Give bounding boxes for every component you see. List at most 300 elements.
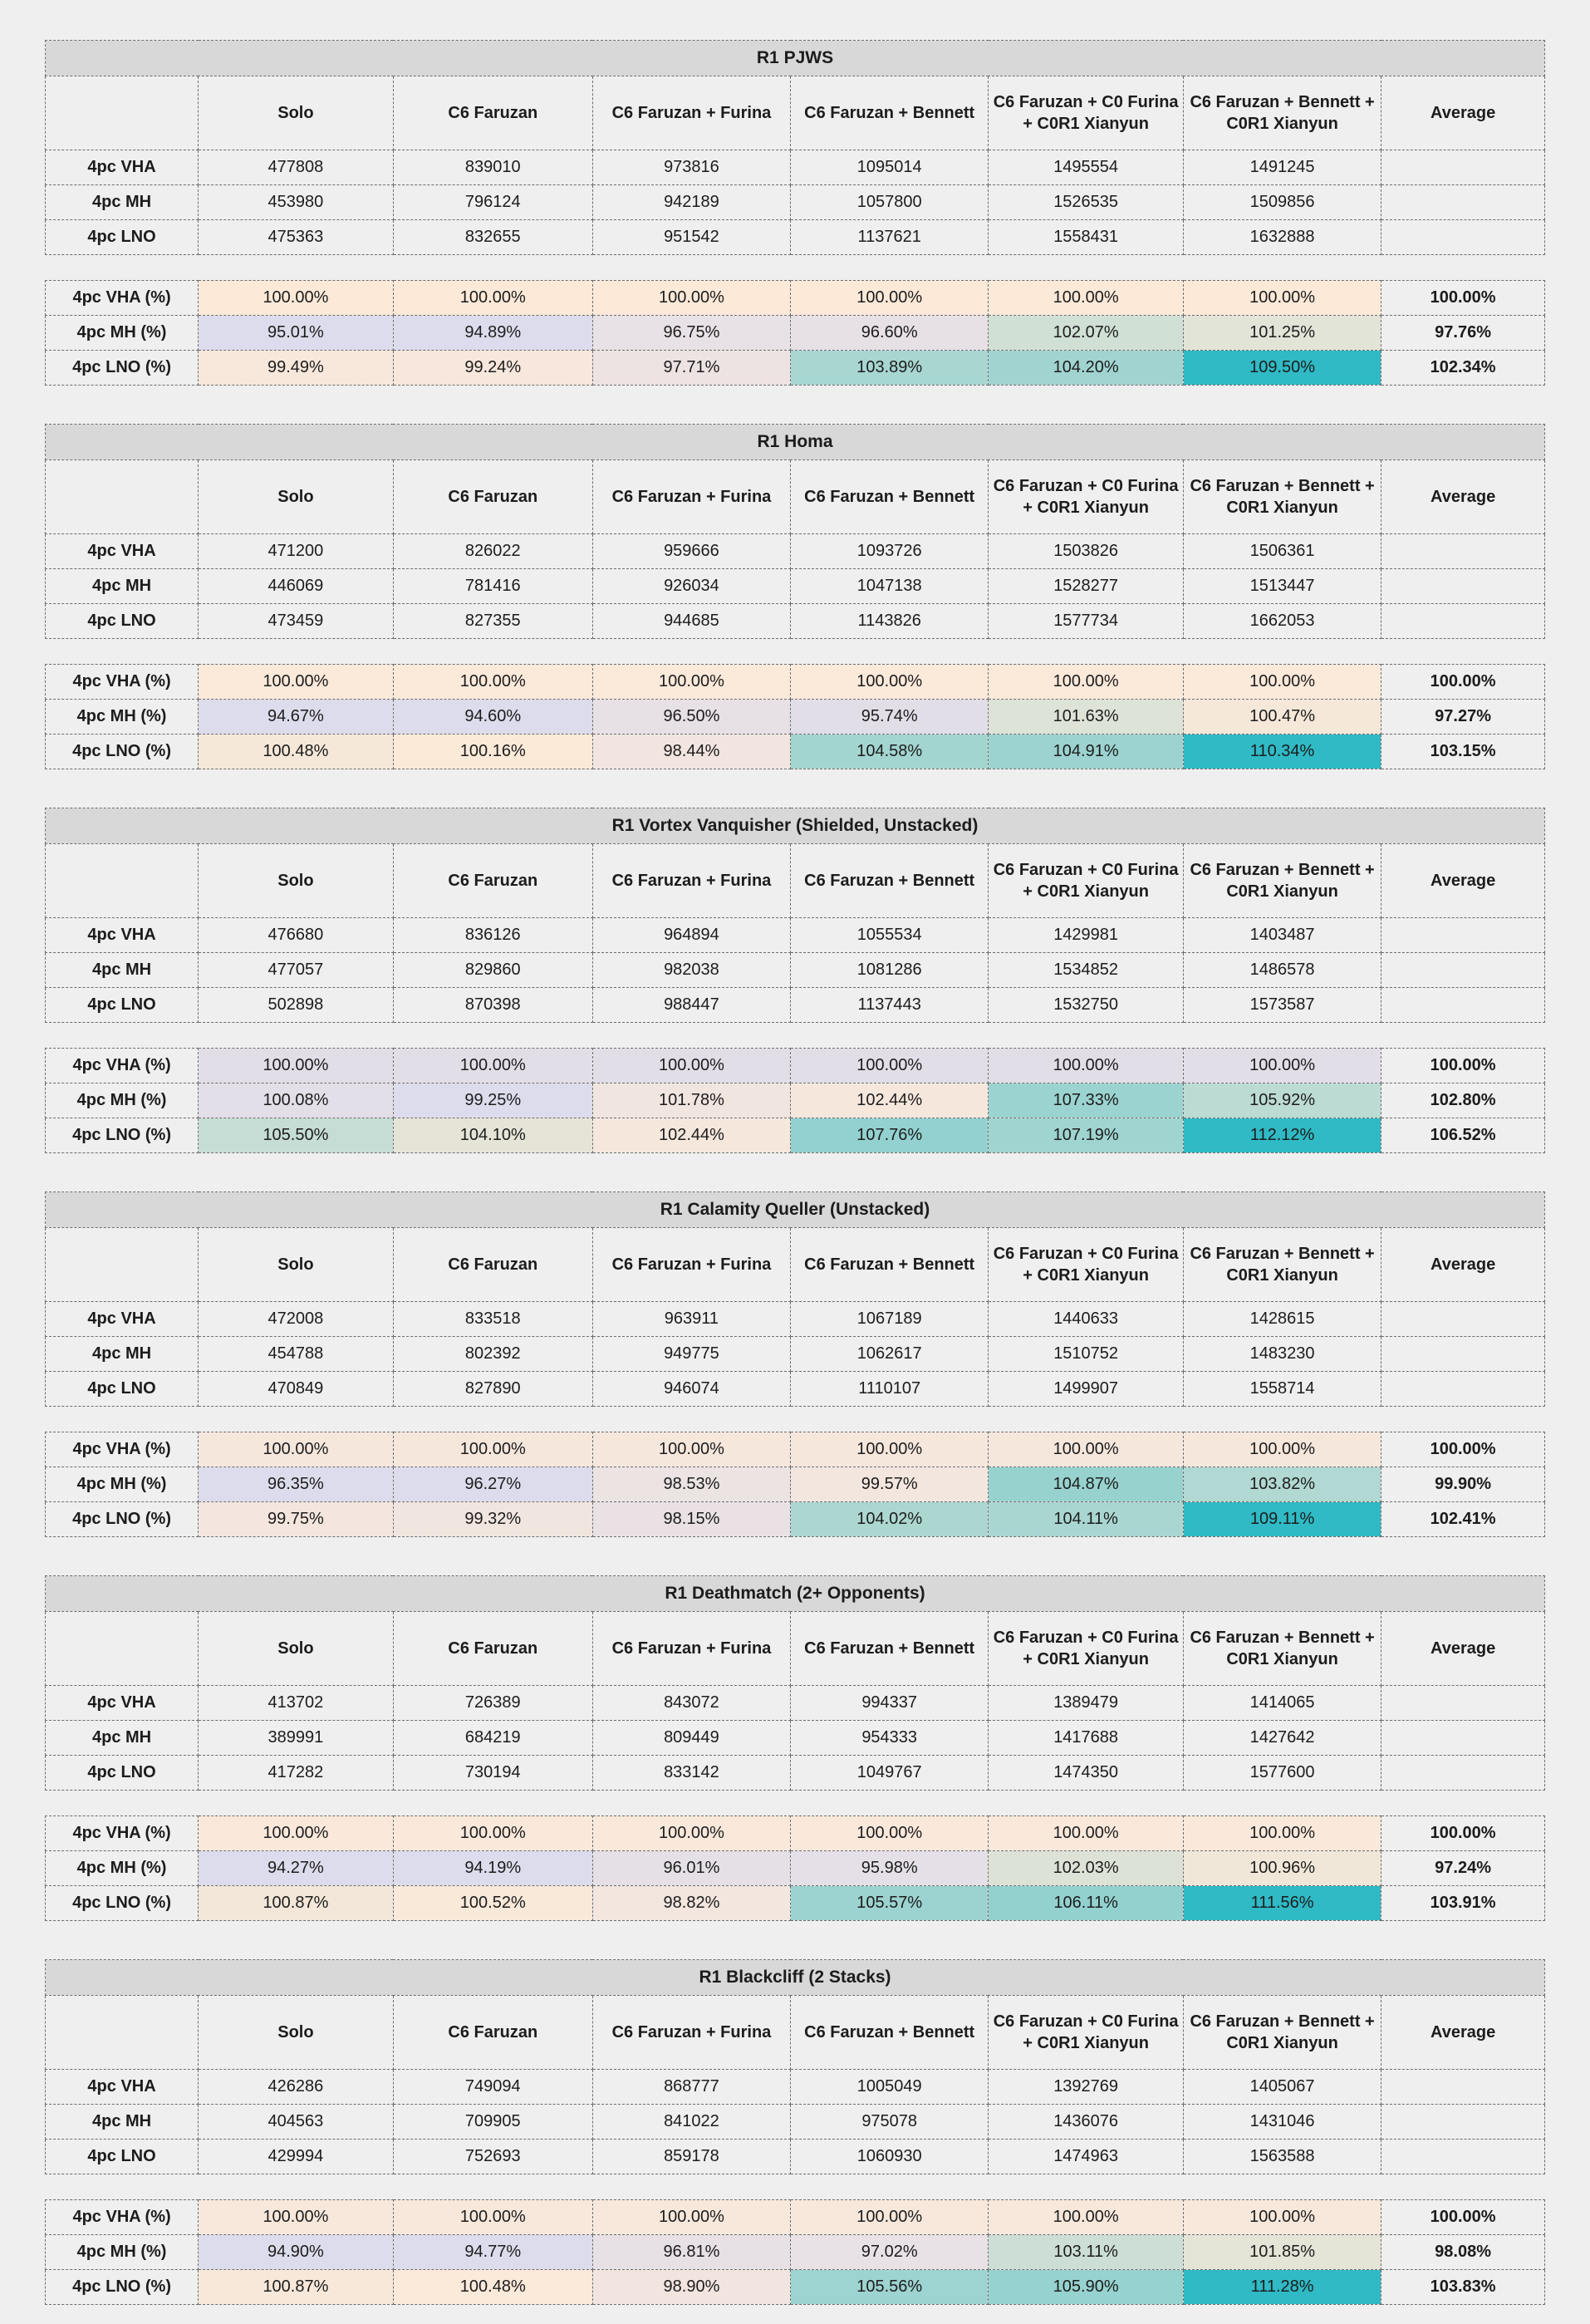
raw-value-cell[interactable]: 926034 [592,569,790,604]
raw-value-cell[interactable]: 1429981 [989,918,1184,953]
pct-value-cell[interactable]: 100.87% [199,2270,394,2305]
pct-value-cell[interactable]: 100.00% [199,281,394,316]
pct-value-cell[interactable]: 96.27% [393,1467,592,1502]
row-label[interactable]: 4pc LNO [46,1756,199,1791]
pct-value-cell[interactable]: 100.00% [791,665,989,700]
average-cell-empty[interactable] [1381,918,1545,953]
raw-value-cell[interactable]: 975078 [791,2105,989,2140]
column-header[interactable]: C6 Faruzan + C0 Furina + C0R1 Xianyun [989,1996,1184,2070]
pct-value-cell[interactable]: 100.00% [199,2200,394,2235]
pct-average-cell[interactable]: 100.00% [1381,281,1545,316]
raw-value-cell[interactable]: 1081286 [791,953,989,988]
raw-value-cell[interactable]: 1392769 [989,2070,1184,2105]
column-header[interactable]: C6 Faruzan + Bennett [791,1228,989,1302]
row-label[interactable]: 4pc VHA [46,1302,199,1337]
raw-value-cell[interactable]: 802392 [393,1337,592,1372]
column-header[interactable]: C6 Faruzan [393,1228,592,1302]
pct-average-cell[interactable]: 99.90% [1381,1467,1545,1502]
pct-average-cell[interactable]: 97.24% [1381,1851,1545,1886]
pct-average-cell[interactable]: 100.00% [1381,665,1545,700]
raw-value-cell[interactable]: 752693 [393,2140,592,2174]
raw-value-cell[interactable]: 829860 [393,953,592,988]
raw-value-cell[interactable]: 781416 [393,569,592,604]
raw-value-cell[interactable]: 417282 [199,1756,394,1791]
corner-cell[interactable] [46,1228,199,1302]
pct-value-cell[interactable]: 100.00% [1183,1816,1381,1851]
pct-value-cell[interactable]: 106.11% [989,1886,1184,1921]
pct-value-cell[interactable]: 103.82% [1183,1467,1381,1502]
raw-value-cell[interactable]: 1417688 [989,1721,1184,1756]
pct-value-cell[interactable]: 100.00% [393,1049,592,1083]
column-header[interactable]: C6 Faruzan + Bennett + C0R1 Xianyun [1183,1612,1381,1686]
column-header[interactable]: C6 Faruzan + Furina [592,1996,790,2070]
raw-value-cell[interactable]: 502898 [199,988,394,1023]
pct-value-cell[interactable]: 98.53% [592,1467,790,1502]
row-label[interactable]: 4pc LNO [46,2140,199,2174]
raw-value-cell[interactable]: 809449 [592,1721,790,1756]
raw-value-cell[interactable]: 389991 [199,1721,394,1756]
average-cell-empty[interactable] [1381,220,1545,255]
corner-cell[interactable] [46,1996,199,2070]
raw-value-cell[interactable]: 1483230 [1183,1337,1381,1372]
pct-value-cell[interactable]: 97.02% [791,2235,989,2270]
row-label[interactable]: 4pc MH [46,2105,199,2140]
pct-value-cell[interactable]: 100.08% [199,1083,394,1118]
column-header[interactable]: C6 Faruzan + Furina [592,460,790,534]
pct-value-cell[interactable]: 104.58% [791,735,989,769]
pct-value-cell[interactable]: 110.34% [1183,735,1381,769]
pct-row-label[interactable]: 4pc LNO (%) [46,351,199,386]
average-cell-empty[interactable] [1381,953,1545,988]
average-cell-empty[interactable] [1381,569,1545,604]
pct-value-cell[interactable]: 100.00% [592,1432,790,1467]
pct-value-cell[interactable]: 101.85% [1183,2235,1381,2270]
pct-value-cell[interactable]: 99.49% [199,351,394,386]
pct-value-cell[interactable]: 100.00% [199,665,394,700]
pct-value-cell[interactable]: 105.57% [791,1886,989,1921]
raw-value-cell[interactable]: 1474963 [989,2140,1184,2174]
raw-value-cell[interactable]: 1137443 [791,988,989,1023]
pct-row-label[interactable]: 4pc VHA (%) [46,1049,199,1083]
pct-value-cell[interactable]: 100.96% [1183,1851,1381,1886]
raw-value-cell[interactable]: 454788 [199,1337,394,1372]
column-header[interactable]: Average [1381,1996,1545,2070]
raw-value-cell[interactable]: 954333 [791,1721,989,1756]
column-header[interactable]: Solo [199,1228,394,1302]
pct-value-cell[interactable]: 100.00% [199,1432,394,1467]
row-label[interactable]: 4pc MH [46,185,199,220]
pct-value-cell[interactable]: 100.52% [393,1886,592,1921]
pct-value-cell[interactable]: 107.76% [791,1118,989,1153]
pct-value-cell[interactable]: 100.00% [791,1816,989,1851]
pct-value-cell[interactable]: 99.75% [199,1502,394,1537]
pct-value-cell[interactable]: 98.82% [592,1886,790,1921]
raw-value-cell[interactable]: 868777 [592,2070,790,2105]
raw-value-cell[interactable]: 1506361 [1183,534,1381,569]
raw-value-cell[interactable]: 1431046 [1183,2105,1381,2140]
column-header[interactable]: C6 Faruzan [393,76,592,150]
average-cell-empty[interactable] [1381,534,1545,569]
row-label[interactable]: 4pc MH [46,1337,199,1372]
raw-value-cell[interactable]: 1095014 [791,150,989,185]
pct-value-cell[interactable]: 94.67% [199,700,394,735]
raw-value-cell[interactable]: 684219 [393,1721,592,1756]
raw-value-cell[interactable]: 1534852 [989,953,1184,988]
pct-value-cell[interactable]: 94.89% [393,316,592,351]
pct-value-cell[interactable]: 100.00% [989,2200,1184,2235]
raw-value-cell[interactable]: 1060930 [791,2140,989,2174]
raw-value-cell[interactable]: 796124 [393,185,592,220]
raw-value-cell[interactable]: 843072 [592,1686,790,1721]
column-header[interactable]: Solo [199,844,394,918]
column-header[interactable]: C6 Faruzan + Bennett + C0R1 Xianyun [1183,1996,1381,2070]
column-header[interactable]: C6 Faruzan + Bennett + C0R1 Xianyun [1183,460,1381,534]
pct-value-cell[interactable]: 101.78% [592,1083,790,1118]
raw-value-cell[interactable]: 453980 [199,185,394,220]
raw-value-cell[interactable]: 1632888 [1183,220,1381,255]
raw-value-cell[interactable]: 1414065 [1183,1686,1381,1721]
row-label[interactable]: 4pc MH [46,1721,199,1756]
pct-value-cell[interactable]: 100.00% [1183,1432,1381,1467]
raw-value-cell[interactable]: 1047138 [791,569,989,604]
pct-row-label[interactable]: 4pc MH (%) [46,1083,199,1118]
pct-value-cell[interactable]: 100.00% [1183,665,1381,700]
pct-value-cell[interactable]: 100.00% [1183,1049,1381,1083]
raw-value-cell[interactable]: 944685 [592,604,790,639]
column-header[interactable]: C6 Faruzan + Furina [592,1228,790,1302]
pct-value-cell[interactable]: 100.00% [989,1432,1184,1467]
pct-value-cell[interactable]: 100.47% [1183,700,1381,735]
row-label[interactable]: 4pc VHA [46,534,199,569]
raw-value-cell[interactable]: 1491245 [1183,150,1381,185]
raw-value-cell[interactable]: 841022 [592,2105,790,2140]
average-cell-empty[interactable] [1381,1337,1545,1372]
column-header[interactable]: Average [1381,76,1545,150]
raw-value-cell[interactable]: 1137621 [791,220,989,255]
pct-value-cell[interactable]: 94.19% [393,1851,592,1886]
column-header[interactable]: Solo [199,1612,394,1686]
raw-value-cell[interactable]: 1440633 [989,1302,1184,1337]
column-header[interactable]: C6 Faruzan + Bennett [791,1612,989,1686]
raw-value-cell[interactable]: 429994 [199,2140,394,2174]
average-cell-empty[interactable] [1381,185,1545,220]
pct-value-cell[interactable]: 104.11% [989,1502,1184,1537]
pct-value-cell[interactable]: 98.15% [592,1502,790,1537]
column-header[interactable]: Average [1381,1228,1545,1302]
column-header[interactable]: C6 Faruzan + Furina [592,844,790,918]
raw-value-cell[interactable]: 826022 [393,534,592,569]
raw-value-cell[interactable]: 1436076 [989,2105,1184,2140]
pct-value-cell[interactable]: 104.10% [393,1118,592,1153]
pct-value-cell[interactable]: 94.27% [199,1851,394,1886]
pct-value-cell[interactable]: 100.00% [592,1049,790,1083]
row-label[interactable]: 4pc VHA [46,918,199,953]
column-header[interactable]: C6 Faruzan [393,1996,592,2070]
raw-value-cell[interactable]: 859178 [592,2140,790,2174]
raw-value-cell[interactable]: 730194 [393,1756,592,1791]
pct-value-cell[interactable]: 96.75% [592,316,790,351]
pct-value-cell[interactable]: 100.00% [1183,281,1381,316]
pct-average-cell[interactable]: 97.76% [1381,316,1545,351]
raw-value-cell[interactable]: 1057800 [791,185,989,220]
raw-value-cell[interactable]: 1495554 [989,150,1184,185]
pct-value-cell[interactable]: 100.48% [199,735,394,769]
column-header[interactable]: C6 Faruzan + C0 Furina + C0R1 Xianyun [989,844,1184,918]
raw-value-cell[interactable]: 1558431 [989,220,1184,255]
raw-value-cell[interactable]: 477057 [199,953,394,988]
raw-value-cell[interactable]: 946074 [592,1372,790,1407]
corner-cell[interactable] [46,1612,199,1686]
column-header[interactable]: C6 Faruzan + C0 Furina + C0R1 Xianyun [989,76,1184,150]
pct-value-cell[interactable]: 109.11% [1183,1502,1381,1537]
raw-value-cell[interactable]: 476680 [199,918,394,953]
pct-value-cell[interactable]: 96.35% [199,1467,394,1502]
corner-cell[interactable] [46,460,199,534]
pct-value-cell[interactable]: 100.00% [592,2200,790,2235]
pct-value-cell[interactable]: 99.24% [393,351,592,386]
raw-value-cell[interactable]: 833518 [393,1302,592,1337]
pct-value-cell[interactable]: 100.00% [989,665,1184,700]
average-cell-empty[interactable] [1381,2070,1545,2105]
raw-value-cell[interactable]: 1577600 [1183,1756,1381,1791]
column-header[interactable]: C6 Faruzan + Furina [592,1612,790,1686]
row-label[interactable]: 4pc MH [46,569,199,604]
pct-value-cell[interactable]: 97.71% [592,351,790,386]
raw-value-cell[interactable]: 973816 [592,150,790,185]
raw-value-cell[interactable]: 836126 [393,918,592,953]
pct-row-label[interactable]: 4pc VHA (%) [46,1432,199,1467]
pct-value-cell[interactable]: 98.44% [592,735,790,769]
pct-value-cell[interactable]: 100.00% [989,1049,1184,1083]
column-header[interactable]: C6 Faruzan + Furina [592,76,790,150]
column-header[interactable]: Solo [199,76,394,150]
column-header[interactable]: C6 Faruzan + Bennett + C0R1 Xianyun [1183,844,1381,918]
average-cell-empty[interactable] [1381,2140,1545,2174]
raw-value-cell[interactable]: 1143826 [791,604,989,639]
pct-value-cell[interactable]: 102.44% [592,1118,790,1153]
pct-value-cell[interactable]: 103.11% [989,2235,1184,2270]
average-cell-empty[interactable] [1381,1686,1545,1721]
raw-value-cell[interactable]: 1428615 [1183,1302,1381,1337]
raw-value-cell[interactable]: 1474350 [989,1756,1184,1791]
pct-average-cell[interactable]: 103.83% [1381,2270,1545,2305]
raw-value-cell[interactable]: 1403487 [1183,918,1381,953]
raw-value-cell[interactable]: 963911 [592,1302,790,1337]
pct-value-cell[interactable]: 102.07% [989,316,1184,351]
pct-value-cell[interactable]: 94.60% [393,700,592,735]
pct-value-cell[interactable]: 102.44% [791,1083,989,1118]
pct-row-label[interactable]: 4pc VHA (%) [46,281,199,316]
pct-value-cell[interactable]: 94.77% [393,2235,592,2270]
raw-value-cell[interactable]: 832655 [393,220,592,255]
column-header[interactable]: C6 Faruzan [393,460,592,534]
raw-value-cell[interactable]: 951542 [592,220,790,255]
average-cell-empty[interactable] [1381,1302,1545,1337]
pct-row-label[interactable]: 4pc LNO (%) [46,1118,199,1153]
pct-row-label[interactable]: 4pc VHA (%) [46,1816,199,1851]
pct-row-label[interactable]: 4pc MH (%) [46,700,199,735]
pct-value-cell[interactable]: 100.00% [393,281,592,316]
raw-value-cell[interactable]: 1093726 [791,534,989,569]
raw-value-cell[interactable]: 959666 [592,534,790,569]
raw-value-cell[interactable]: 1577734 [989,604,1184,639]
pct-value-cell[interactable]: 98.90% [592,2270,790,2305]
raw-value-cell[interactable]: 470849 [199,1372,394,1407]
pct-row-label[interactable]: 4pc LNO (%) [46,735,199,769]
column-header[interactable]: C6 Faruzan + Bennett + C0R1 Xianyun [1183,1228,1381,1302]
row-label[interactable]: 4pc LNO [46,1372,199,1407]
pct-row-label[interactable]: 4pc MH (%) [46,1851,199,1886]
raw-value-cell[interactable]: 1427642 [1183,1721,1381,1756]
column-header[interactable]: C6 Faruzan + Bennett [791,1996,989,2070]
raw-value-cell[interactable]: 1405067 [1183,2070,1381,2105]
pct-average-cell[interactable]: 103.15% [1381,735,1545,769]
pct-value-cell[interactable]: 96.50% [592,700,790,735]
pct-average-cell[interactable]: 102.41% [1381,1502,1545,1537]
average-cell-empty[interactable] [1381,1372,1545,1407]
pct-row-label[interactable]: 4pc MH (%) [46,1467,199,1502]
pct-row-label[interactable]: 4pc VHA (%) [46,665,199,700]
pct-value-cell[interactable]: 99.57% [791,1467,989,1502]
pct-value-cell[interactable]: 100.16% [393,735,592,769]
pct-value-cell[interactable]: 100.00% [393,2200,592,2235]
pct-average-cell[interactable]: 106.52% [1381,1118,1545,1153]
raw-value-cell[interactable]: 988447 [592,988,790,1023]
column-header[interactable]: C6 Faruzan + Bennett + C0R1 Xianyun [1183,76,1381,150]
pct-value-cell[interactable]: 96.01% [592,1851,790,1886]
raw-value-cell[interactable]: 471200 [199,534,394,569]
pct-row-label[interactable]: 4pc LNO (%) [46,2270,199,2305]
raw-value-cell[interactable]: 1563588 [1183,2140,1381,2174]
average-cell-empty[interactable] [1381,1756,1545,1791]
pct-row-label[interactable]: 4pc MH (%) [46,316,199,351]
raw-value-cell[interactable]: 726389 [393,1686,592,1721]
average-cell-empty[interactable] [1381,2105,1545,2140]
pct-value-cell[interactable]: 102.03% [989,1851,1184,1886]
column-header[interactable]: C6 Faruzan + Bennett [791,844,989,918]
pct-average-cell[interactable]: 98.08% [1381,2235,1545,2270]
column-header[interactable]: Average [1381,460,1545,534]
raw-value-cell[interactable]: 1662053 [1183,604,1381,639]
raw-value-cell[interactable]: 426286 [199,2070,394,2105]
row-label[interactable]: 4pc MH [46,953,199,988]
raw-value-cell[interactable]: 839010 [393,150,592,185]
raw-value-cell[interactable]: 833142 [592,1756,790,1791]
raw-value-cell[interactable]: 404563 [199,2105,394,2140]
column-header[interactable]: Solo [199,460,394,534]
pct-average-cell[interactable]: 103.91% [1381,1886,1545,1921]
pct-value-cell[interactable]: 105.90% [989,2270,1184,2305]
raw-value-cell[interactable]: 475363 [199,220,394,255]
raw-value-cell[interactable]: 1510752 [989,1337,1184,1372]
pct-value-cell[interactable]: 99.25% [393,1083,592,1118]
raw-value-cell[interactable]: 1049767 [791,1756,989,1791]
column-header[interactable]: Solo [199,1996,394,2070]
pct-value-cell[interactable]: 100.00% [791,1432,989,1467]
pct-value-cell[interactable]: 100.00% [791,2200,989,2235]
raw-value-cell[interactable]: 942189 [592,185,790,220]
pct-value-cell[interactable]: 96.81% [592,2235,790,2270]
raw-value-cell[interactable]: 1499907 [989,1372,1184,1407]
pct-value-cell[interactable]: 95.98% [791,1851,989,1886]
pct-value-cell[interactable]: 111.28% [1183,2270,1381,2305]
raw-value-cell[interactable]: 1067189 [791,1302,989,1337]
pct-average-cell[interactable]: 100.00% [1381,1432,1545,1467]
pct-value-cell[interactable]: 100.00% [592,665,790,700]
row-label[interactable]: 4pc VHA [46,1686,199,1721]
pct-value-cell[interactable]: 101.25% [1183,316,1381,351]
pct-average-cell[interactable]: 100.00% [1381,1816,1545,1851]
raw-value-cell[interactable]: 1110107 [791,1372,989,1407]
raw-value-cell[interactable]: 964894 [592,918,790,953]
pct-value-cell[interactable]: 111.56% [1183,1886,1381,1921]
raw-value-cell[interactable]: 1573587 [1183,988,1381,1023]
raw-value-cell[interactable]: 709905 [393,2105,592,2140]
raw-value-cell[interactable]: 1005049 [791,2070,989,2105]
pct-value-cell[interactable]: 100.00% [791,1049,989,1083]
pct-average-cell[interactable]: 100.00% [1381,2200,1545,2235]
pct-value-cell[interactable]: 100.00% [393,1432,592,1467]
raw-value-cell[interactable]: 1513447 [1183,569,1381,604]
pct-value-cell[interactable]: 104.87% [989,1467,1184,1502]
pct-value-cell[interactable]: 103.89% [791,351,989,386]
raw-value-cell[interactable]: 949775 [592,1337,790,1372]
row-label[interactable]: 4pc VHA [46,2070,199,2105]
raw-value-cell[interactable]: 477808 [199,150,394,185]
average-cell-empty[interactable] [1381,988,1545,1023]
pct-value-cell[interactable]: 104.91% [989,735,1184,769]
pct-value-cell[interactable]: 104.02% [791,1502,989,1537]
pct-average-cell[interactable]: 102.34% [1381,351,1545,386]
pct-value-cell[interactable]: 112.12% [1183,1118,1381,1153]
pct-value-cell[interactable]: 100.00% [199,1049,394,1083]
column-header[interactable]: C6 Faruzan + C0 Furina + C0R1 Xianyun [989,1612,1184,1686]
pct-value-cell[interactable]: 100.48% [393,2270,592,2305]
pct-value-cell[interactable]: 104.20% [989,351,1184,386]
raw-value-cell[interactable]: 994337 [791,1686,989,1721]
pct-value-cell[interactable]: 100.00% [989,281,1184,316]
pct-value-cell[interactable]: 105.92% [1183,1083,1381,1118]
raw-value-cell[interactable]: 1062617 [791,1337,989,1372]
raw-value-cell[interactable]: 982038 [592,953,790,988]
pct-value-cell[interactable]: 109.50% [1183,351,1381,386]
raw-value-cell[interactable]: 870398 [393,988,592,1023]
raw-value-cell[interactable]: 473459 [199,604,394,639]
pct-value-cell[interactable]: 95.74% [791,700,989,735]
raw-value-cell[interactable]: 1528277 [989,569,1184,604]
pct-value-cell[interactable]: 95.01% [199,316,394,351]
pct-value-cell[interactable]: 100.00% [989,1816,1184,1851]
average-cell-empty[interactable] [1381,604,1545,639]
pct-row-label[interactable]: 4pc VHA (%) [46,2200,199,2235]
raw-value-cell[interactable]: 472008 [199,1302,394,1337]
pct-value-cell[interactable]: 99.32% [393,1502,592,1537]
raw-value-cell[interactable]: 1503826 [989,534,1184,569]
column-header[interactable]: C6 Faruzan [393,1612,592,1686]
pct-row-label[interactable]: 4pc LNO (%) [46,1886,199,1921]
average-cell-empty[interactable] [1381,150,1545,185]
pct-value-cell[interactable]: 94.90% [199,2235,394,2270]
corner-cell[interactable] [46,76,199,150]
pct-value-cell[interactable]: 100.00% [393,665,592,700]
raw-value-cell[interactable]: 446069 [199,569,394,604]
raw-value-cell[interactable]: 827890 [393,1372,592,1407]
pct-value-cell[interactable]: 107.33% [989,1083,1184,1118]
pct-value-cell[interactable]: 105.50% [199,1118,394,1153]
column-header[interactable]: C6 Faruzan + Bennett [791,76,989,150]
raw-value-cell[interactable]: 413702 [199,1686,394,1721]
pct-value-cell[interactable]: 100.00% [393,1816,592,1851]
